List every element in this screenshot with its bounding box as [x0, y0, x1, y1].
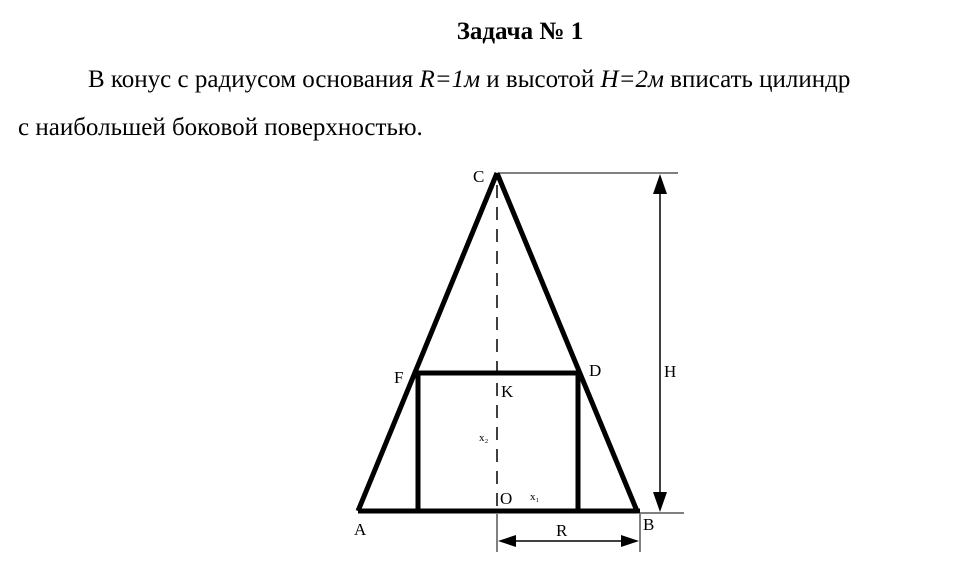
- label-c: C: [473, 167, 485, 186]
- label-x1: x₁: [530, 491, 540, 503]
- label-d: D: [589, 361, 602, 380]
- cone-side-right: [497, 173, 637, 511]
- radius-arrow-left: [498, 535, 516, 547]
- height-expression: H=2м: [600, 66, 664, 93]
- radius-expression: R=1м: [419, 66, 481, 93]
- text-part: вписать цилиндр: [663, 66, 851, 93]
- label-r: R: [556, 521, 568, 540]
- label-a: A: [354, 520, 367, 539]
- label-o: O: [500, 489, 513, 508]
- problem-title: Задача № 1: [456, 18, 584, 45]
- label-f: F: [394, 368, 404, 387]
- label-b: B: [643, 515, 655, 534]
- text-part: и высотой: [480, 66, 601, 93]
- height-arrow-top: [653, 174, 667, 194]
- problem-text-line-2: с наибольшей боковой поверхностью.: [18, 114, 423, 141]
- label-k: K: [501, 382, 514, 401]
- text-part: В конус с радиусом основания: [88, 66, 420, 93]
- label-x2: x₂: [479, 432, 489, 444]
- label-h: H: [664, 362, 677, 381]
- cone-side-left: [358, 173, 497, 511]
- height-arrow-bottom: [653, 492, 667, 512]
- radius-arrow-right: [621, 535, 639, 547]
